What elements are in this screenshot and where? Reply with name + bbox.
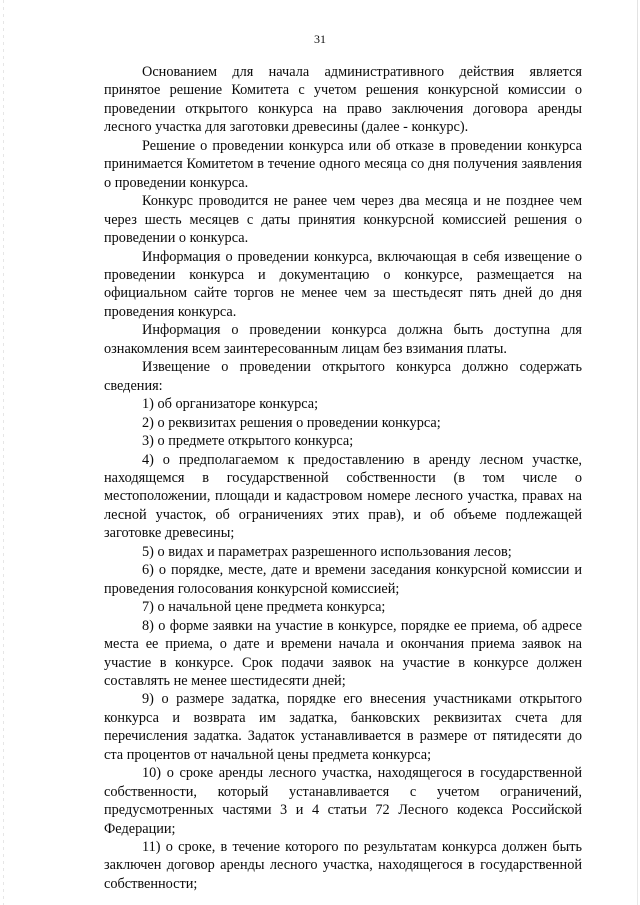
paragraph-timing: Конкурс проводится не ранее чем через два месяца и не позднее чем через шесть месяцев с даты принятия конкурсной комиссией решения о проведении о конкурса. xyxy=(104,193,582,247)
scan-edge-left xyxy=(3,0,4,905)
list-item-8: 8) о форме заявки на участие в конкурсе, порядке ее приема, об адресе места ее приема, о дате и времени начала и окончания приема заявок на участие в конкурсе. Срок подачи заявок на участие в конкурсе должен составлять не менее шестидесяти дней; xyxy=(104,617,582,689)
list-item-7: 7) о начальной цене предмета конкурса; xyxy=(142,599,386,616)
document-body xyxy=(104,63,582,893)
list-item-11: 11) о сроке, в течение которого по результатам конкурса должен быть заключен договор аренды лесного участка, находящегося в государственной собственности; xyxy=(104,839,582,892)
paragraph-basis: Основанием для начала административного действия является принятое решение Комитета с учетом решения конкурсной комиссии о проведении открытого конкурса на право заключения договора аренды лесного участка для заготовки древесины (далее - конкурс). xyxy=(104,64,582,136)
paragraph-notice-contents: Извещение о проведении открытого конкурса должно содержать сведения: xyxy=(104,359,582,394)
list-item-5: 5) о видах и параметрах разрешенного использования лесов; xyxy=(142,543,512,560)
list-item-4: 4) о предполагаемом к предоставлению в аренду лесном участке, находящемся в государственной собственности (в том числе о местоположении, площади и кадастровом номере лесного участка, правах на лесной участок, об ограничениях этих прав), и об объеме подлежащей заготовке древесины; xyxy=(104,451,582,542)
list-item-6: 6) о порядке, месте, дате и времени заседания конкурсной комиссии и проведения голосования конкурсной комиссией; xyxy=(104,562,582,597)
list-item-9: 9) о размере задатка, порядке его внесения участниками открытого конкурса и возврата им задатка, банковских реквизитах счета для перечисления задатка. Задаток устанавливается в размере от пятидесяти до ста процентов от начальной цены предмета конкурса; xyxy=(104,691,582,763)
list-item-3: 3) о предмете открытого конкурса; xyxy=(142,433,354,450)
list-item-2: 2) о реквизитах решения о проведении конкурса; xyxy=(142,414,441,431)
paragraph-decision: Решение о проведении конкурса или об отказе в проведении конкурса принимается Комитетом в течение одного месяца со дня получения заявления о проведении конкурса. xyxy=(104,137,582,191)
paragraph-publication: Информация о проведении конкурса, включающая в себя извещение о проведении конкурса и документацию о конкурсе, размещается на официальном сайте торгов не менее чем за шестьдесят пять дней до дня проведения конкурса. xyxy=(104,248,582,320)
list-item-1: 1) об организаторе конкурса; xyxy=(142,396,319,413)
scan-edge-right xyxy=(637,0,638,905)
list-item-10: 10) о сроке аренды лесного участка, находящегося в государственной собственности, который устанавливается с учетом ограничений, предусмотренных частями 3 и 4 статьи 72 Лесного кодекса Российской Федерации; xyxy=(104,765,582,837)
paragraph-availability: Информация о проведении конкурса должна быть доступна для ознакомления всем заинтересованным лицам без взимания платы. xyxy=(104,322,582,357)
page-number: 31 xyxy=(314,32,326,46)
